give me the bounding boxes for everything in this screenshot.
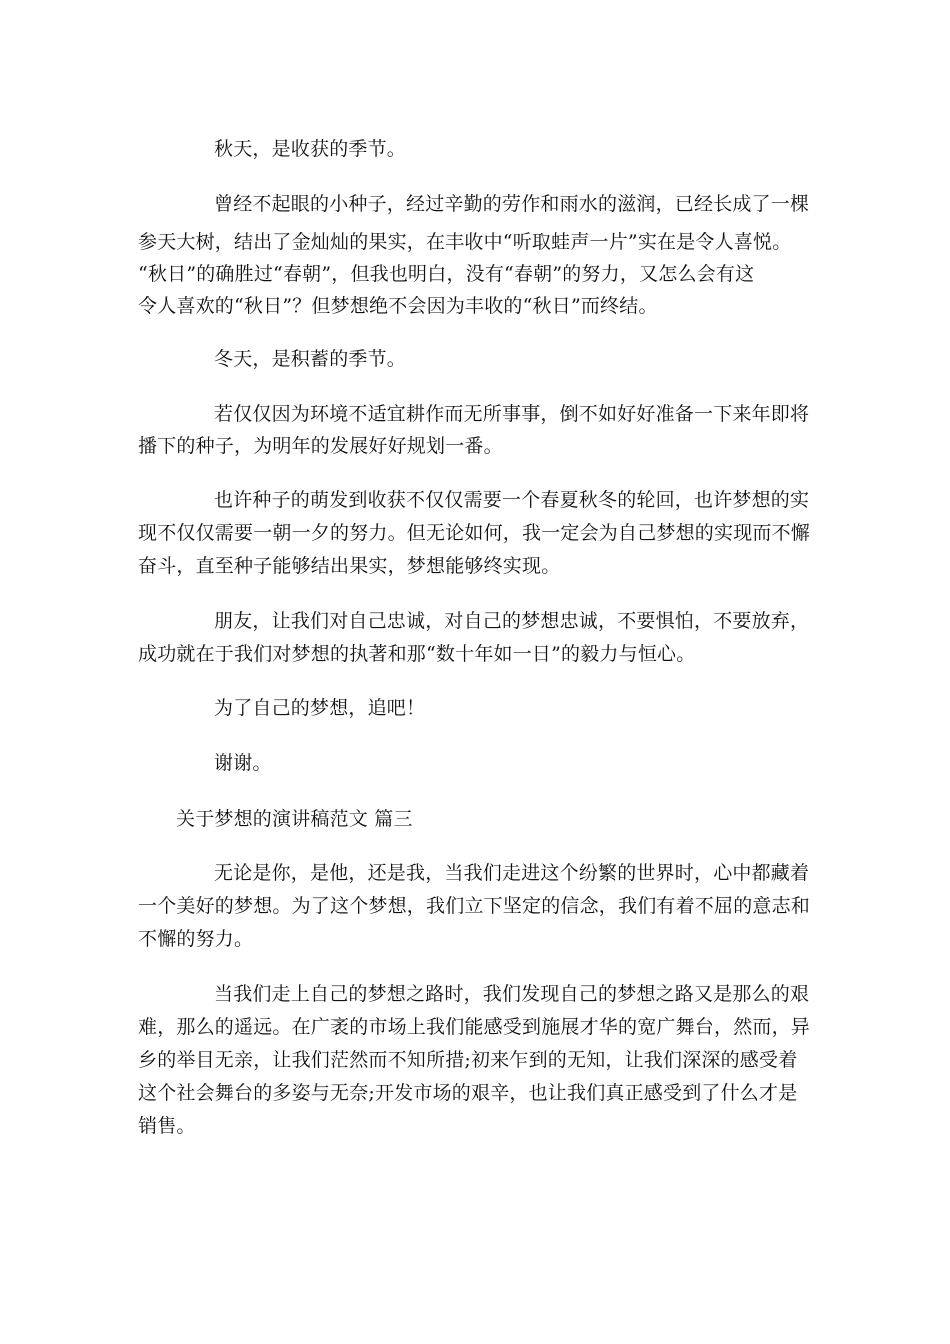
- paragraph-road-line-1: 当我们走上自己的梦想之路时，我们发现自己的梦想之路又是那么的艰: [214, 983, 810, 1005]
- paragraph-cycle-line-1: 也许种子的萌发到收获不仅仅需要一个春夏秋冬的轮回，也许梦想的实: [214, 489, 810, 511]
- paragraph-road-line-4: 这个社会舞台的多姿与无奈;开发市场的艰辛，也让我们真正感受到了什么才是: [138, 1082, 798, 1104]
- paragraph-friends-line-2: 成功就在于我们对梦想的执著和那“数十年如一日”的毅力与恒心。: [138, 643, 696, 665]
- paragraph-autumn-line-1: 秋天，是收获的季节。: [214, 138, 407, 160]
- paragraph-dream-line-2: 一个美好的梦想。为了这个梦想，我们立下坚定的信念，我们有着不屈的意志和: [138, 895, 811, 917]
- paragraph-road-line-2: 难，那么的遥远。在广袤的市场上我们能感受到施展才华的宽广舞台，然而，异: [138, 1016, 811, 1038]
- paragraph-dream-line-1: 无论是你，是他，还是我，当我们走进这个纷繁的世界时，心中都藏着: [214, 862, 810, 884]
- paragraph-friends-line-1: 朋友，让我们对自己忠诚，对自己的梦想忠诚，不要惧怕，不要放弃，: [214, 610, 810, 632]
- paragraph-prepare-line-2: 播下的种子，为明年的发展好好规划一番。: [138, 435, 503, 457]
- paragraph-thanks: 谢谢。: [214, 752, 272, 774]
- paragraph-seed-line-1: 曾经不起眼的小种子，经过辛勤的劳作和雨水的滋润，已经长成了一棵: [214, 193, 810, 215]
- paragraph-dream-line-3: 不懈的努力。: [138, 928, 254, 950]
- paragraph-seed-line-2: 参天大树，结出了金灿灿的果实，在丰收中“听取蛙声一片”实在是令人喜悦。: [138, 231, 792, 253]
- paragraph-road-line-5: 销售。: [138, 1115, 196, 1137]
- section-heading-part-three: 关于梦想的演讲稿范文 篇三: [176, 808, 413, 830]
- paragraph-prepare-line-1: 若仅仅因为环境不适宜耕作而无所事事，倒不如好好准备一下来年即将: [214, 403, 810, 425]
- paragraph-road-line-3: 乡的举目无亲，让我们茫然而不知所措;初来乍到的无知，让我们深深的感受着: [138, 1049, 798, 1071]
- paragraph-seed-line-4: 令人喜欢的“秋日”？但梦想绝不会因为丰收的“秋日”而终结。: [138, 295, 658, 317]
- paragraph-cycle-line-2: 现不仅仅需要一朝一夕的努力。但无论如何，我一定会为自己梦想的实现而不懈: [138, 522, 811, 544]
- paragraph-winter-line-1: 冬天，是积蓄的季节。: [214, 348, 407, 370]
- paragraph-cycle-line-3: 奋斗，直至种子能够结出果实，梦想能够终实现。: [138, 555, 561, 577]
- paragraph-seed-line-3: “秋日”的确胜过“春朝”，但我也明白，没有“春朝”的努力，又怎么会有这: [138, 263, 755, 285]
- paragraph-chase-dream: 为了自己的梦想，追吧！: [214, 697, 426, 719]
